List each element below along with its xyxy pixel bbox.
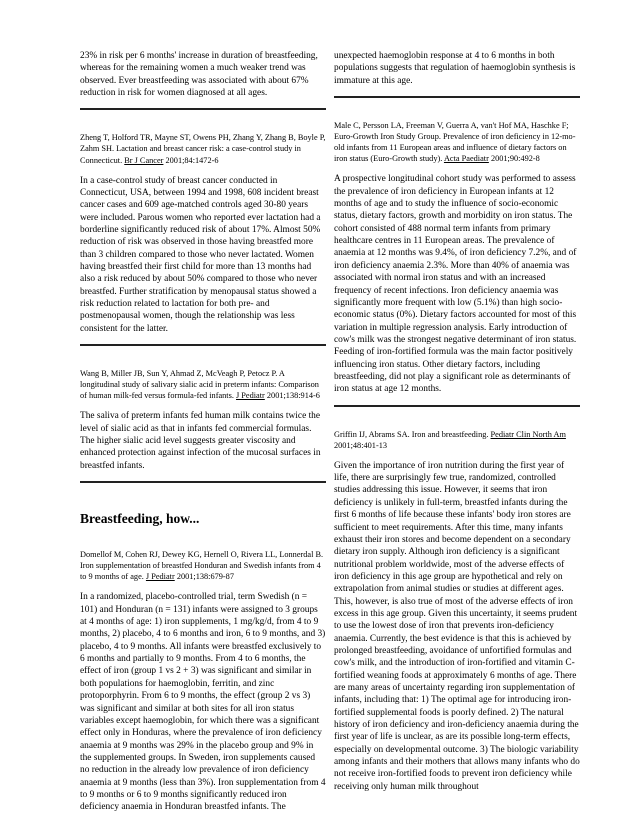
article-citation <box>334 429 580 451</box>
section-heading: Breastfeeding, how... <box>80 511 200 527</box>
journal-link[interactable]: Pediatr Clin North Am <box>490 429 566 439</box>
article-domellof <box>80 549 326 813</box>
article-wang <box>80 368 326 483</box>
journal-link[interactable]: Acta Paediatr <box>443 154 489 164</box>
article-abstract: In a randomized, placebo-controlled trial, term Swedish (n = 101) and Honduran (n = 131) infants were assigned to 3 groups at 4 months of age: 1) iron supplements, 1 mg/kg/d, from 4 to 9 months, 2) placebo, 4 to 6 months and iron, 6 to 9 months, and 3) placebo, 4 to 9 months. All infants were breastfed exclusively to 6 months and partially to 9 months. From 4 to 6 months, the effect of iron (group 1 vs 2 + 3) was significant and similar in both populations for haemoglobin, ferritin, and zinc protoporphyrin. From 6 to 9 months, the effect (group 2 vs 3) was significant and similar at both sites for all iron status variables except haemoglobin, for which there was a significant effect only in Honduras, where the prevalence of iron deficiency anaemia at 9 months was 29% in the placebo group and 9% in the supplemented groups. In Sweden, iron supplements caused no reduction in the already low prevalence of iron deficiency anaemia at 9 months (less than 3%). Iron supplementation from 4 to 9 months or 6 to 9 months significantly reduced iron deficiency anaemia in Honduran breastfed infants. The <box>80 592 326 813</box>
citation-text: Zheng T, Holford TR, Mayne ST, Owens PH, Zhang Y, Zhang B, Boyle P, Zahm SH. Lactation and breast cancer risk: a case-control study in Connecticut. <box>80 133 326 165</box>
citation-details: 2001;138:914-6 <box>266 391 320 401</box>
article-citation <box>80 132 326 165</box>
article-male <box>334 120 580 407</box>
article-citation <box>80 368 326 401</box>
section-divider <box>334 405 580 407</box>
citation-details: 2001;138:679-87 <box>176 572 234 582</box>
article-abstract: Given the importance of iron nutrition during the first year of life, there are surprisingly few true, randomized, controlled studies addressing this issue. However, it seems that iron deficiency is unlikely in full-term, breastfed infants during the first 6 months of life because these infants' body iron stores are sufficient to meet requirements. After this time, many infants exhaust their iron stores and become dependent on a secondary dietary iron supply. Although iron deficiency is a significant nutritional problem worldwide, most of the adverse effects of iron deficiency in this age group are hypothetical and rely on extrapolation from animal studies or studies at different ages. This, however, is also true of most of the adverse effects of iron excess in this age group. Given this uncertainty, it seems prudent to use the lowest dose of iron that prevents iron-deficiency anaemia. Currently, the best evidence is that this is achieved by prolonged breastfeeding, avoidance of unfortified formulas and cow's milk, and the introduction of iron-fortified and vitamin C-fortified weaning foods at approximately 6 months of age. There are many areas of uncertainty regarding iron supplementation of infants, including that: 1) The optimal age for introducing iron-fortified supplemental foods is poorly defined. 2) The natural history of iron deficiency and iron-deficiency anaemia during the first year of life is unclear, as are its possible long-term effects, especially on developmental outcome. 3) The biologic variability among infants and their mothers that allows many infants who do not receive iron-fortified foods to prevent iron deficiency while receiving only human milk throughout <box>334 460 580 792</box>
intro-paragraph: 23% in risk per 6 months' increase in duration of breastfeeding, whereas for the remaining women a much weaker trend was observed. Ever breastfeeding was associated with about 67% reduction in risk for women diagnosed at all ages. <box>80 51 318 99</box>
journal-link[interactable]: J Pediatr <box>145 572 175 582</box>
article-citation <box>80 549 326 582</box>
article-griffin <box>334 429 580 793</box>
citation-details: 2001;48:401-13 <box>334 440 388 450</box>
journal-link[interactable]: Br J Cancer <box>124 155 164 165</box>
article-abstract: A prospective longitudinal cohort study was performed to assess the prevalence of iron deficiency in European infants at 12 months of age and to study the influence of socio-economic status, dietary factors, growth and morbidity on iron status. The cohort consisted of 488 normal term infants from primary healthcare centres in 11 European areas. The prevalence of anaemia at 12 months was 9.4%, of iron deficiency 7.2%, and of iron deficiency anaemia 2.3%. More than 40% of anaemia was associated with normal iron status and with an increased frequency of recent infections. Iron deficiency anaemia was significantly more frequent with low (5.1%) than high socio-economic status (0%). Dietary factors accounted for most of this variation in multiple regression analysis. Early introduction of cow's milk was the strongest negative determinant of iron status. Feeding of iron-fortified formula was the main factor positively influencing iron status. Other dietary factors, including breastfeeding, did not play a significant role as determinants of iron status at age 12 months. <box>334 174 577 395</box>
right-column <box>334 50 580 793</box>
citation-details: 2001;84:1472-6 <box>165 155 219 165</box>
article-abstract: In a case-control study of breast cancer conducted in Connecticut, USA, between 1994 and 1998, 608 incident breast cancer cases and 609 age-matched controls aged 30-80 years were included. Parous women who reported ever lactation had a borderline significantly reduced risk of about 17%. Almost 50% reduction of risk was observed in those having breastfed more than 3 children compared to those who never lactated. Women having breastfed their first child for more than 13 months had also a risk reduced by about 50% compared to those who never breastfed. Further stratification by menopausal status showed a risk reduction related to lactation for both pre- and postmenopausal women, though the relationship was less consistent for the latter. <box>80 175 321 334</box>
citation-text: Male C, Persson LA, Freeman V, Guerra A, van't Hof MA, Haschke F; Euro-Growth Iron Study Group. Prevalence of iron deficiency in 12-mo-old infants from 11 European areas and influence of dietary factors on iron status (Euro-Growth study). <box>334 121 576 164</box>
intro-paragraph: unexpected haemoglobin response at 4 to 6 months in both populations suggests that regulation of haemoglobin synthesis is immature at this age. <box>334 51 576 86</box>
left-column <box>80 50 326 814</box>
citation-details: 2001;90:492-8 <box>490 154 540 164</box>
article-zheng <box>80 132 326 346</box>
section-divider <box>80 344 326 346</box>
citation-text: Domellof M, Cohen RJ, Dewey KG, Hernell O, Rivera LL, Lonnerdal B. Iron supplementation of breastfed Honduran and Swedish infants from 4 to 9 months of age. <box>80 550 324 582</box>
citation-text: Wang B, Miller JB, Sun Y, Ahmad Z, McVeagh P, Petocz P. A longitudinal study of salivary sialic acid in preterm infants: Comparison of human milk-fed versus formula-fed infants. <box>80 369 319 401</box>
journal-link[interactable]: J Pediatr <box>236 391 265 401</box>
article-citation <box>334 120 580 164</box>
citation-text: Griffin IJ, Abrams SA. Iron and breastfeeding. <box>334 429 489 439</box>
section-divider <box>80 481 326 483</box>
article-abstract: The saliva of preterm infants fed human milk contains twice the level of sialic acid as that in infants fed commercial formulas. The higher sialic acid level suggests greater viscosity and enhanced protection against infection of the mucosal surfaces in breastfed infants. <box>80 411 321 471</box>
section-divider <box>80 108 326 110</box>
section-divider <box>334 96 580 98</box>
